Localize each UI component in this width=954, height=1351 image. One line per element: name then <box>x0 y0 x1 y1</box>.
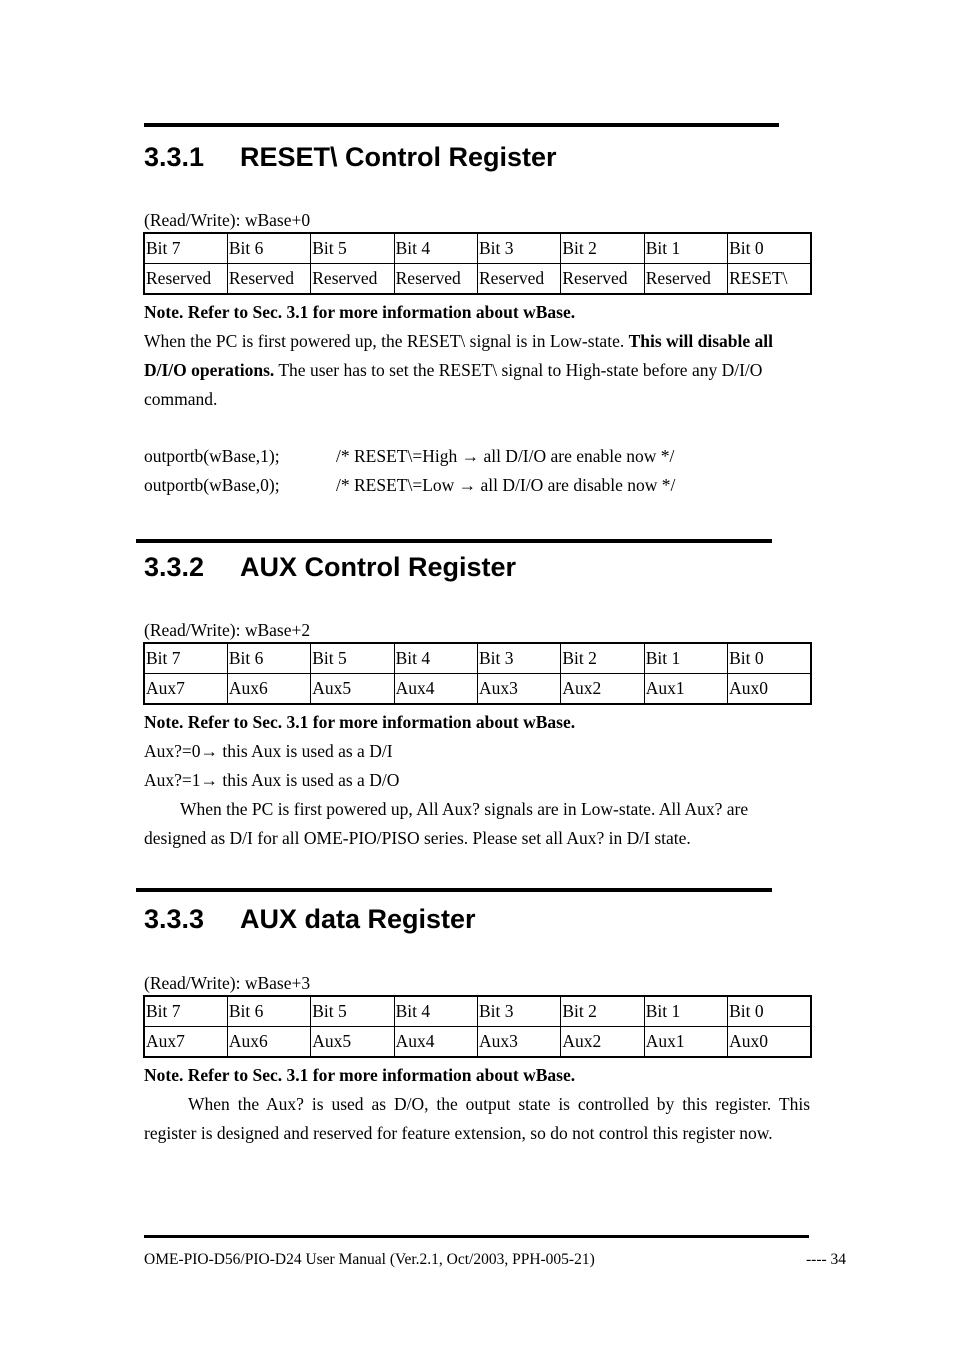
paragraph-text: When the PC is first powered up, the RESET\ signal is in Low-state. <box>144 331 629 351</box>
bit-header: Bit 5 <box>311 233 394 264</box>
bit-header: Bit 7 <box>144 643 227 674</box>
section-title: AUX data Register <box>240 904 476 934</box>
bit-value: Aux4 <box>394 674 477 705</box>
paragraph-text: The user has to set the RESET\ signal to High-state before any D/I/O command. <box>144 360 763 409</box>
bit-header: Bit 2 <box>561 643 644 674</box>
table-row <box>144 996 811 1027</box>
bit-value: Reserved <box>227 264 310 295</box>
paragraph-emphasis: This will disable all D/I/O operations. <box>144 331 774 380</box>
bit-header: Bit 0 <box>728 643 811 674</box>
bit-value: Aux7 <box>144 1027 227 1058</box>
aux-mode-line: Aux?=0→ this Aux is used as a D/I <box>144 741 393 761</box>
bit-value: Aux5 <box>311 674 394 705</box>
bit-header: Bit 6 <box>227 996 310 1027</box>
bit-header: Bit 5 <box>311 643 394 674</box>
paragraph <box>144 327 810 414</box>
section-title: RESET\ Control Register <box>240 142 557 172</box>
bit-value: Aux7 <box>144 674 227 705</box>
bit-header: Bit 2 <box>561 233 644 264</box>
section-number: 3.3.2 <box>144 552 205 582</box>
section-heading-3-3-3 <box>144 903 476 935</box>
bit-value: Reserved <box>644 264 727 295</box>
register-access: (Read/Write): wBase+3 <box>144 973 311 993</box>
register-access: (Read/Write): wBase+2 <box>144 620 311 640</box>
code-comment: /* RESET\=High → all D/I/O are enable now */ <box>336 446 675 466</box>
register-table-aux-control <box>143 642 812 705</box>
bit-value: Reserved <box>144 264 227 295</box>
section-heading-3-3-2 <box>144 551 516 583</box>
bit-header: Bit 4 <box>394 233 477 264</box>
bit-value: Aux3 <box>478 1027 561 1058</box>
register-access: (Read/Write): wBase+0 <box>144 210 311 230</box>
bit-header: Bit 6 <box>227 643 310 674</box>
section-divider <box>144 123 779 127</box>
bit-header: Bit 5 <box>311 996 394 1027</box>
register-table-reset <box>143 232 812 295</box>
bit-header: Bit 7 <box>144 996 227 1027</box>
bit-header: Bit 1 <box>644 643 727 674</box>
paragraph: When the PC is first powered up, All Aux? signals are in Low-state. All Aux? are designed as D/I for all OME-PIO/PISO series. Please set all Aux? in D/I state. <box>144 799 749 848</box>
bit-header: Bit 3 <box>478 233 561 264</box>
table-row <box>144 674 811 705</box>
bit-value: Aux5 <box>311 1027 394 1058</box>
section-divider <box>136 539 772 543</box>
page-number: ---- 34 <box>806 1251 847 1268</box>
bit-value: Aux6 <box>227 674 310 705</box>
bit-header: Bit 4 <box>394 643 477 674</box>
section-number: 3.3.1 <box>144 142 205 172</box>
bit-value: Aux2 <box>561 674 644 705</box>
bit-header: Bit 1 <box>644 996 727 1027</box>
bit-value: Aux2 <box>561 1027 644 1058</box>
table-row <box>144 264 811 295</box>
bit-header: Bit 7 <box>144 233 227 264</box>
bit-header: Bit 1 <box>644 233 727 264</box>
bit-value: Reserved <box>561 264 644 295</box>
bit-header: Bit 4 <box>394 996 477 1027</box>
section-heading-3-3-1 <box>144 141 557 173</box>
bit-header: Bit 6 <box>227 233 310 264</box>
bit-header: Bit 3 <box>478 996 561 1027</box>
bit-value: Reserved <box>478 264 561 295</box>
bit-header: Bit 0 <box>728 233 811 264</box>
code-comment: /* RESET\=Low → all D/I/O are disable now */ <box>336 475 676 495</box>
code-call: outportb(wBase,1); <box>144 446 280 466</box>
bit-header: Bit 0 <box>728 996 811 1027</box>
bit-header: Bit 2 <box>561 996 644 1027</box>
aux-mode-line: Aux?=1→ this Aux is used as a D/O <box>144 770 400 790</box>
note: Note. Refer to Sec. 3.1 for more information about wBase. <box>144 712 576 732</box>
bit-value: Aux6 <box>227 1027 310 1058</box>
register-table-aux-data <box>143 995 812 1058</box>
bit-value: RESET\ <box>728 264 811 295</box>
bit-header: Bit 3 <box>478 643 561 674</box>
note: Note. Refer to Sec. 3.1 for more information about wBase. <box>144 302 576 322</box>
bit-value: Aux0 <box>728 1027 811 1058</box>
section-number: 3.3.3 <box>144 904 205 934</box>
table-row <box>144 643 811 674</box>
footer-divider <box>144 1235 809 1238</box>
bit-value: Aux4 <box>394 1027 477 1058</box>
bit-value: Reserved <box>394 264 477 295</box>
section-title: AUX Control Register <box>240 552 517 582</box>
note: Note. Refer to Sec. 3.1 for more information about wBase. <box>144 1065 576 1085</box>
bit-value: Aux1 <box>644 674 727 705</box>
section-divider <box>136 888 772 892</box>
table-row <box>144 1027 811 1058</box>
paragraph: When the Aux? is used as D/O, the output state is controlled by this register. This register is designed and reserved for feature extension, so do not control this register now. <box>144 1094 810 1143</box>
table-row <box>144 233 811 264</box>
code-call: outportb(wBase,0); <box>144 475 280 495</box>
bit-value: Aux3 <box>478 674 561 705</box>
bit-value: Aux1 <box>644 1027 727 1058</box>
footer-manual-title: OME-PIO-D56/PIO-D24 User Manual (Ver.2.1, Oct/2003, PPH-005-21) <box>144 1251 595 1268</box>
bit-value: Reserved <box>311 264 394 295</box>
bit-value: Aux0 <box>728 674 811 705</box>
